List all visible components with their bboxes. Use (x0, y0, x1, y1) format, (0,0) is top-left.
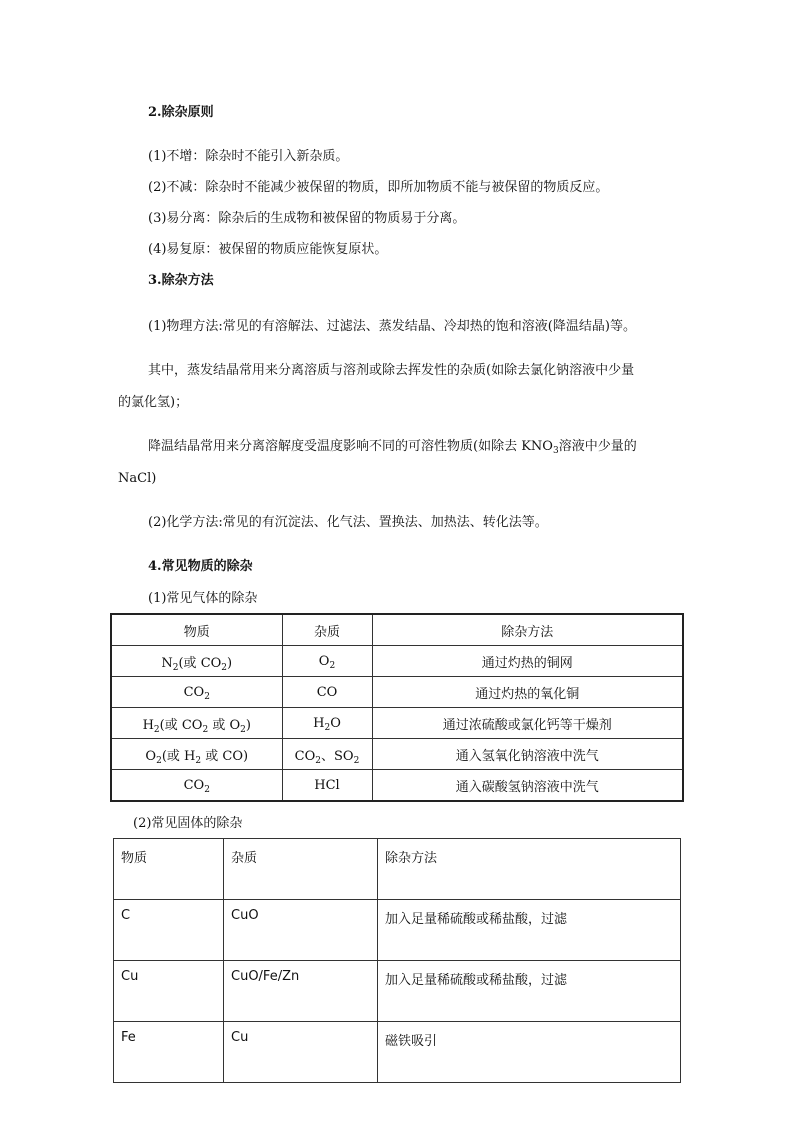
table-row (114, 961, 681, 1022)
solid-impurity: Cu (224, 1022, 378, 1083)
table-row (111, 677, 683, 708)
solid-substance: Fe (114, 1022, 224, 1083)
principle-3: (3)易分离：除杂后的生成物和被保留的物质易于分离。 (148, 211, 466, 226)
solid-table-caption: (2)常见固体的除杂 (133, 816, 243, 831)
gas-method: 通过浓硫酸或氯化钙等干燥剂 (372, 708, 683, 739)
solid-method: 加入足量稀硫酸或稀盐酸，过滤 (378, 961, 681, 1022)
section-4-title: 4.常见物质的除杂 (148, 559, 253, 574)
header-impurity: 杂质 (282, 614, 372, 646)
solid-substance: Cu (114, 961, 224, 1022)
gas-impurity: $H_2O$ (282, 708, 372, 739)
header-impurity: 杂质 (224, 839, 378, 900)
section-3-title: 3.除杂方法 (148, 273, 214, 288)
cooling-note-text-b: 溶液中少量的 (558, 439, 637, 454)
table-row (111, 646, 683, 677)
gas-impurity: CO (282, 677, 372, 708)
table-header-row (114, 839, 681, 900)
solid-impurity: CuO (224, 900, 378, 961)
solid-impurity: CuO/Fe/Zn (224, 961, 378, 1022)
header-substance: 物质 (111, 614, 282, 646)
solid-method: 磁铁吸引 (378, 1022, 681, 1083)
gas-impurity-table (110, 613, 684, 802)
principle-1: (1)不增：除杂时不能引入新杂质。 (148, 149, 349, 164)
gas-method: 通过灼热的氧化铜 (372, 677, 683, 708)
evaporation-note-line2: 的氯化氢)； (118, 395, 189, 410)
header-method: 除杂方法 (378, 839, 681, 900)
gas-impurity: $CO_2$、$SO_2$ (282, 739, 372, 770)
gas-table-caption: (1)常见气体的除杂 (148, 591, 258, 606)
gas-substance: $CO_2$ (111, 677, 282, 708)
table-row (111, 739, 683, 770)
gas-substance: $O_2$(或 $H_2$ 或 CO) (111, 739, 282, 770)
table-header-row (111, 614, 683, 646)
principle-4: (4)易复原：被保留的物质应能恢复原状。 (148, 242, 388, 257)
gas-impurity: $O_2$ (282, 646, 372, 677)
gas-substance: $CO_2$ (111, 770, 282, 802)
gas-method: 通过灼热的铜网 (372, 646, 683, 677)
gas-impurity: HCl (282, 770, 372, 802)
header-substance: 物质 (114, 839, 224, 900)
cooling-note-text-a: 降温结晶常用来分离溶解度受温度影响不同的可溶性物质(如除去 KNO (148, 439, 553, 454)
solid-substance: C (114, 900, 224, 961)
header-method: 除杂方法 (372, 614, 683, 646)
gas-method: 通入碳酸氢钠溶液中洗气 (372, 770, 683, 802)
table-row (111, 770, 683, 802)
table-row (114, 900, 681, 961)
gas-substance: $H_2$(或 $CO_2$ 或 $O_2$) (111, 708, 282, 739)
gas-substance: $N_2$(或 $CO_2$) (111, 646, 282, 677)
evaporation-note-line1: 其中，蒸发结晶常用来分离溶质与溶剂或除去挥发性的杂质(如除去氯化钠溶液中少量 (148, 363, 635, 378)
physical-methods: (1)物理方法:常见的有溶解法、过滤法、蒸发结晶、冷却热的饱和溶液(降温结晶)等。 (148, 319, 636, 334)
gas-method: 通入氢氧化钠溶液中洗气 (372, 739, 683, 770)
cooling-note-line1 (148, 438, 637, 456)
principle-2: (2)不减：除杂时不能减少被保留的物质，即所加物质不能与被保留的物质反应。 (148, 180, 609, 195)
solid-impurity-table (113, 838, 681, 1083)
chemical-methods: (2)化学方法:常见的有沉淀法、化气法、置换法、加热法、转化法等。 (148, 515, 548, 530)
cooling-note-sub: 3 (552, 446, 559, 456)
table-row (114, 1022, 681, 1083)
cooling-note-line2: NaCl) (118, 471, 157, 486)
section-2-title: 2.除杂原则 (148, 105, 214, 120)
solid-method: 加入足量稀硫酸或稀盐酸，过滤 (378, 900, 681, 961)
table-row (111, 708, 683, 739)
